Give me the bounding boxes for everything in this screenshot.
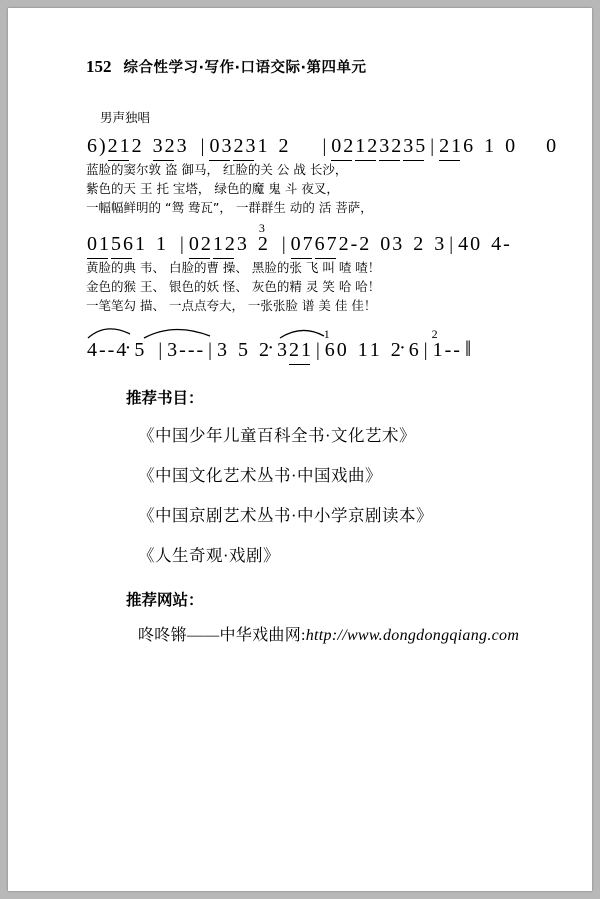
site-name: 咚咚锵——中华戏曲网: [138,627,306,644]
lyric-line: 蓝脸的窦尔敦 盗 御马， 红脸的关 公 战 长沙， [86,161,348,177]
book-item: 《人生奇观·戏剧》 [138,546,280,565]
music-score [86,132,557,362]
score-system-1 [86,132,557,216]
score-notes-row: 6 ) 2 1 2 3 2 3 | 0 3 2 3 1 2 | 0 2 1 2 3 2 3 5 | 2 1 6 1 0 0 [87,135,557,157]
site-line [138,622,546,645]
recommend-books-title: 推荐书目： [126,389,204,407]
singer-annotation: 男声独唱 [100,110,151,125]
page-number: 152 [86,57,112,76]
book-item: 《中国少年儿童百科全书·文化艺术》 [138,426,416,445]
lyric-line: 金色的猴 王、 银色的妖 怪、 灰色的精 灵 笑 哈 哈！ [86,278,381,294]
lyric-line: 黄脸的典 韦、 白脸的曹 操、 黑脸的张 飞 叫 喳 喳！ [86,259,381,275]
recommendations [126,386,546,645]
score-system-3 [86,327,536,362]
site-url[interactable]: http://www.dongdongqiang.com [305,627,520,644]
lyric-line: 紫色的天 王 托 宝塔， 绿色的魔 鬼 斗 夜叉， [86,180,339,196]
document-page [8,8,592,891]
score-notes-row: 4 - - 4 · 5 | 3 - - - | 3 5 2 · 3 2 1 | 1 6 0 1 1 2 · 6 | 2 1 - - ‖ [86,336,536,362]
lyric-line: 一幅幅鲜明的 “鸳 鸯瓦”， 一群群生 动的 活 菩萨， [86,199,373,215]
page-header [86,56,367,77]
book-item: 《中国京剧艺术丛书·中小学京剧读本》 [138,506,433,525]
score-notes-row: 0 1 5 6 1 1 | 0 2 1 2 3 3 2 | 0 7 6 7 2 - 2 0 3 2 3 | 4 0 4 - [87,221,510,255]
page-header-title: 综合性学习·写作·口语交际·第四单元 [123,60,367,76]
score-system-2 [86,221,536,314]
lyric-line: 一笔笔勾 描、 一点点夸大， 一张张脸 谱 美 佳 佳！ [86,297,377,313]
book-item: 《中国文化艺术丛书·中国戏曲》 [138,466,382,485]
recommend-sites-title: 推荐网站： [126,591,204,609]
